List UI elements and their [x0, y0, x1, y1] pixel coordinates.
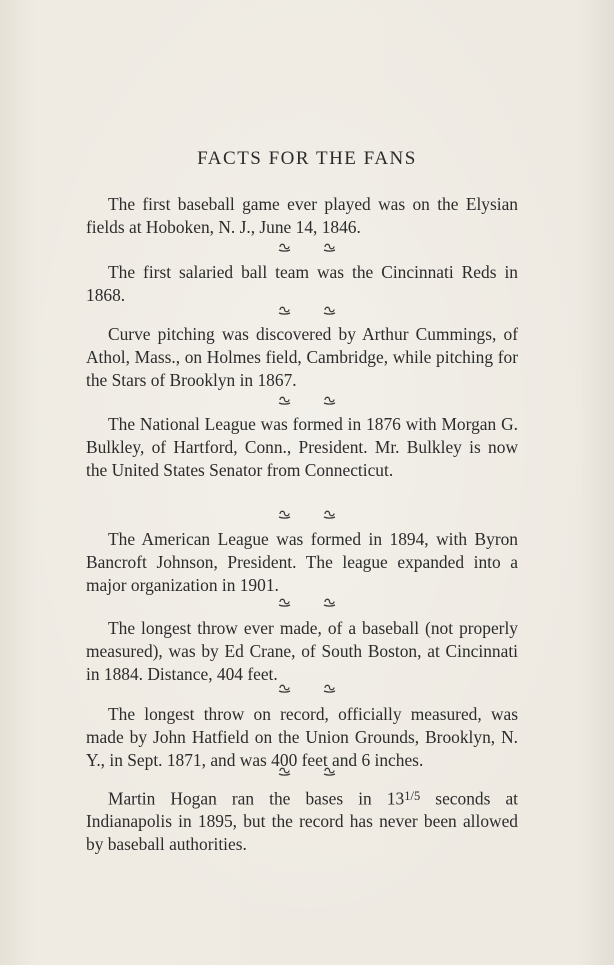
fleuron-icon	[278, 242, 291, 252]
fleuron-icon	[323, 305, 336, 315]
fleuron-icon	[278, 395, 291, 405]
section-divider	[0, 593, 614, 611]
section-divider	[0, 391, 614, 409]
fleuron-icon	[278, 683, 291, 693]
fleuron-icon	[278, 305, 291, 315]
fraction: 1/5	[404, 789, 421, 804]
fact-paragraph: The American League was formed in 1894, with Byron Bancroft Johnson, President. The league expanded into a major organization in 1901.	[86, 529, 518, 595]
section-divider	[0, 679, 614, 697]
fleuron-icon	[323, 766, 336, 776]
fact-paragraph: The longest throw on record, officially measured, was made by John Hatfield on the Union Grounds, Brooklyn, N. Y., in Sept. 1871, and was 400 feet and 6 inches.	[86, 704, 518, 770]
fact-paragraph-last	[86, 785, 518, 855]
fleuron-icon	[323, 395, 336, 405]
fact-paragraph: The first baseball game ever played was on the Elysian fields at Hoboken, N. J., June 14, 1846.	[86, 194, 518, 237]
section-divider	[0, 762, 614, 780]
page-title: FACTS FOR THE FANS	[197, 148, 417, 169]
fleuron-icon	[278, 509, 291, 519]
section-divider	[0, 301, 614, 319]
section-divider	[0, 238, 614, 256]
fleuron-icon	[323, 509, 336, 519]
fact-paragraph: The longest throw ever made, of a baseball (not properly measured), was by Ed Crane, of South Boston, at Cincinnati in 1884. Distance, 404 feet.	[86, 618, 518, 684]
fact-paragraph: Curve pitching was discovered by Arthur Cummings, of Athol, Mass., on Holmes field, Cambridge, while pitching for the Stars of Brooklyn in 1867.	[86, 324, 518, 390]
fleuron-icon	[323, 597, 336, 607]
fact-paragraph: The National League was formed in 1876 with Morgan G. Bulkley, of Hartford, Conn., President. Mr. Bulkley is now the United States Senator from Connecticut.	[86, 414, 518, 480]
fact-paragraph: The first salaried ball team was the Cincinnati Reds in 1868.	[86, 262, 518, 305]
fleuron-icon	[278, 766, 291, 776]
section-divider	[0, 505, 614, 523]
fleuron-icon	[278, 597, 291, 607]
fact-text-before: Martin Hogan ran the bases in 13	[108, 788, 405, 809]
fleuron-icon	[323, 683, 336, 693]
fleuron-icon	[323, 242, 336, 252]
fact-text-after: seconds at Indianapolis in 1895, but the record has never been allowed by baseball authorities.	[86, 788, 518, 854]
